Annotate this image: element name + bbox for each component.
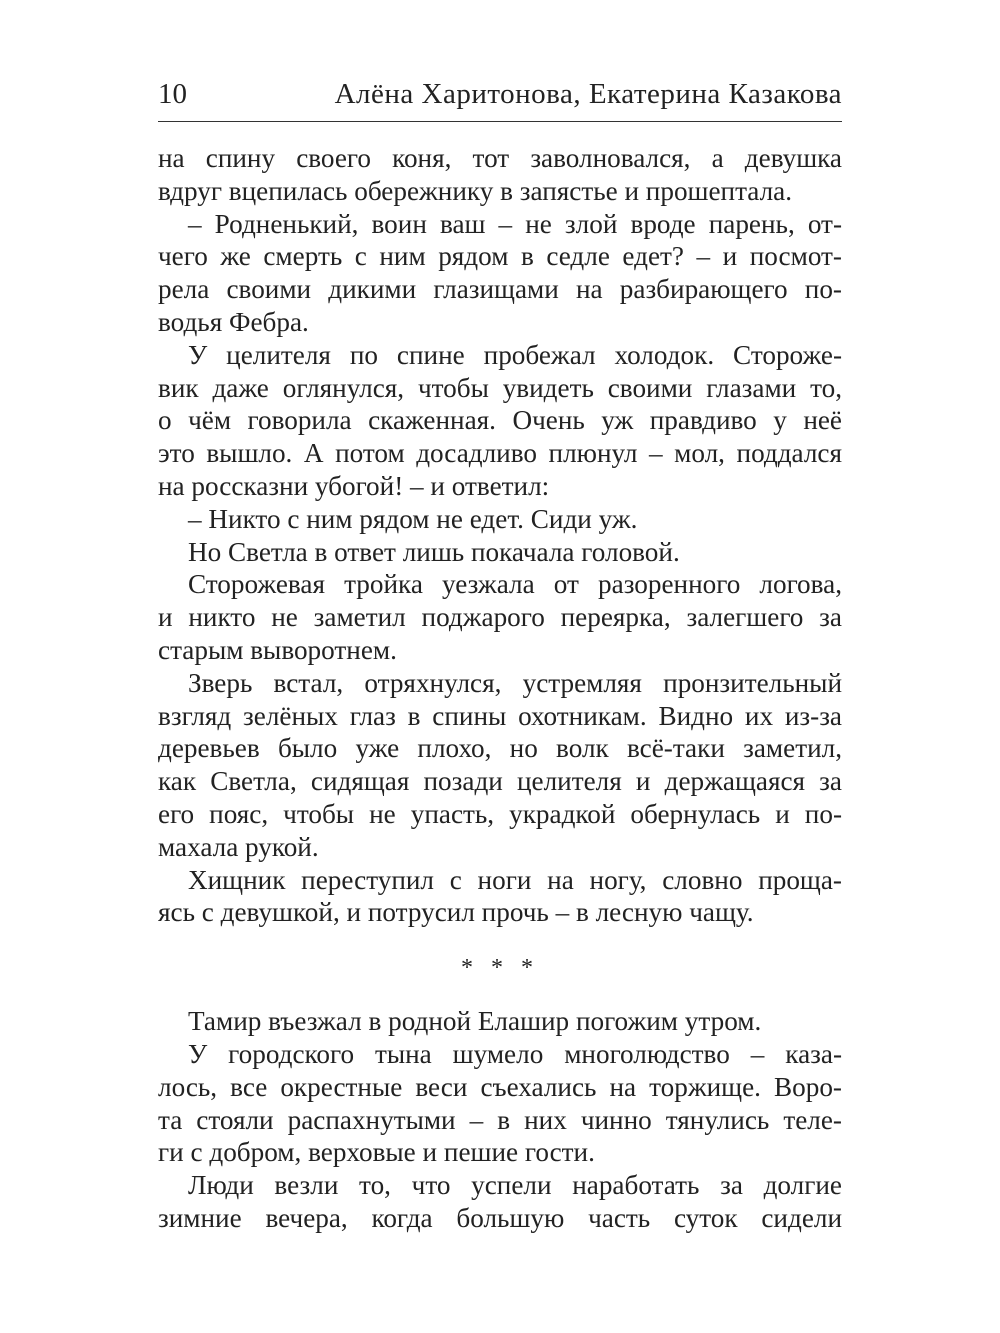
running-head-authors: Алёна Харитонова, Екатерина Казакова <box>334 78 842 110</box>
paragraph <box>158 503 842 536</box>
body-text <box>158 142 842 1235</box>
text-line: это вышло. А потом досадливо плюнул – мол, поддался <box>158 438 842 469</box>
text-line: ги с добром, верховые и пешие гости. <box>158 1137 595 1168</box>
text-line: и никто не заметил поджарого переярка, залегшего за <box>158 602 842 633</box>
text-line: – Никто с ним рядом не едет. Сиди уж. <box>188 503 638 534</box>
text-line: взгляд зелёных глаз в спины охотникам. Видно их из-за <box>158 700 842 731</box>
text-line: вдруг вцепилась обережнику в запястье и прошептала. <box>158 175 793 206</box>
text-line: его пояс, чтобы не упасть, украдкой обернулась и по- <box>158 798 842 829</box>
text-line: ясь с девушкой, и потрусил прочь – в лесную чащу. <box>158 897 754 928</box>
text-line: чего же смерть с ним рядом в седле едет? – и посмот- <box>158 241 842 272</box>
text-line: Зверь встал, отряхнулся, устремляя пронзительный <box>188 667 842 698</box>
paragraph <box>158 208 842 339</box>
paragraph <box>158 864 842 930</box>
page-number: 10 <box>158 78 187 110</box>
text-line: Сторожевая тройка уезжала от разоренного логова, <box>188 569 842 600</box>
text-line: Тамир въезжал в родной Елашир погожим утром. <box>188 1006 762 1037</box>
text-line: У городского тына шумело многолюдство – каза- <box>188 1038 842 1069</box>
text-line: махала рукой. <box>158 831 319 862</box>
running-header <box>158 78 842 122</box>
text-line: Но Светла в ответ лишь покачала головой. <box>188 536 680 567</box>
section-separator: * * * <box>461 955 539 982</box>
text-line: зимние вечера, когда большую часть суток сидели <box>158 1202 842 1233</box>
book-page <box>158 78 842 1235</box>
text-section-2 <box>158 1005 842 1235</box>
text-line: У целителя по спине пробежал холодок. Стороже- <box>188 339 842 370</box>
paragraph <box>158 1169 842 1235</box>
text-line: – Родненький, воин ваш – не злой вроде парень, от- <box>188 208 842 239</box>
paragraph <box>158 568 842 666</box>
text-line: та стояли распахнутыми – в них чинно тянулись теле- <box>158 1104 842 1135</box>
text-line: как Светла, сидящая позади целителя и держащаяся за <box>158 766 842 797</box>
text-section-1 <box>158 142 842 929</box>
text-line: старым выворотнем. <box>158 634 397 665</box>
paragraph <box>158 1005 842 1038</box>
paragraph <box>158 536 842 569</box>
text-line: о чём говорила скаженная. Очень уж правдиво у неё <box>158 405 842 436</box>
text-line: Люди везли то, что успели наработать за долгие <box>188 1170 842 1201</box>
paragraph <box>158 667 842 864</box>
paragraph <box>158 339 842 503</box>
paragraph <box>158 142 842 208</box>
text-line: Хищник переступил с ноги на ногу, словно проща- <box>188 864 842 895</box>
paragraph <box>158 1038 842 1169</box>
text-line: вик даже оглянулся, чтобы увидеть своими глазами то, <box>158 372 842 403</box>
text-line: на россказни убогой! – и ответил: <box>158 470 550 501</box>
text-line: лось, все окрестные веси съехались на торжище. Воро- <box>158 1071 842 1102</box>
text-line: на спину своего коня, тот заволновался, а девушка <box>158 143 842 173</box>
text-line: водья Фебра. <box>158 306 309 337</box>
text-line: деревьев было уже плохо, но волк всё-таки заметил, <box>158 733 842 764</box>
text-line: рела своими дикими глазищами на разбирающего по- <box>158 274 842 305</box>
